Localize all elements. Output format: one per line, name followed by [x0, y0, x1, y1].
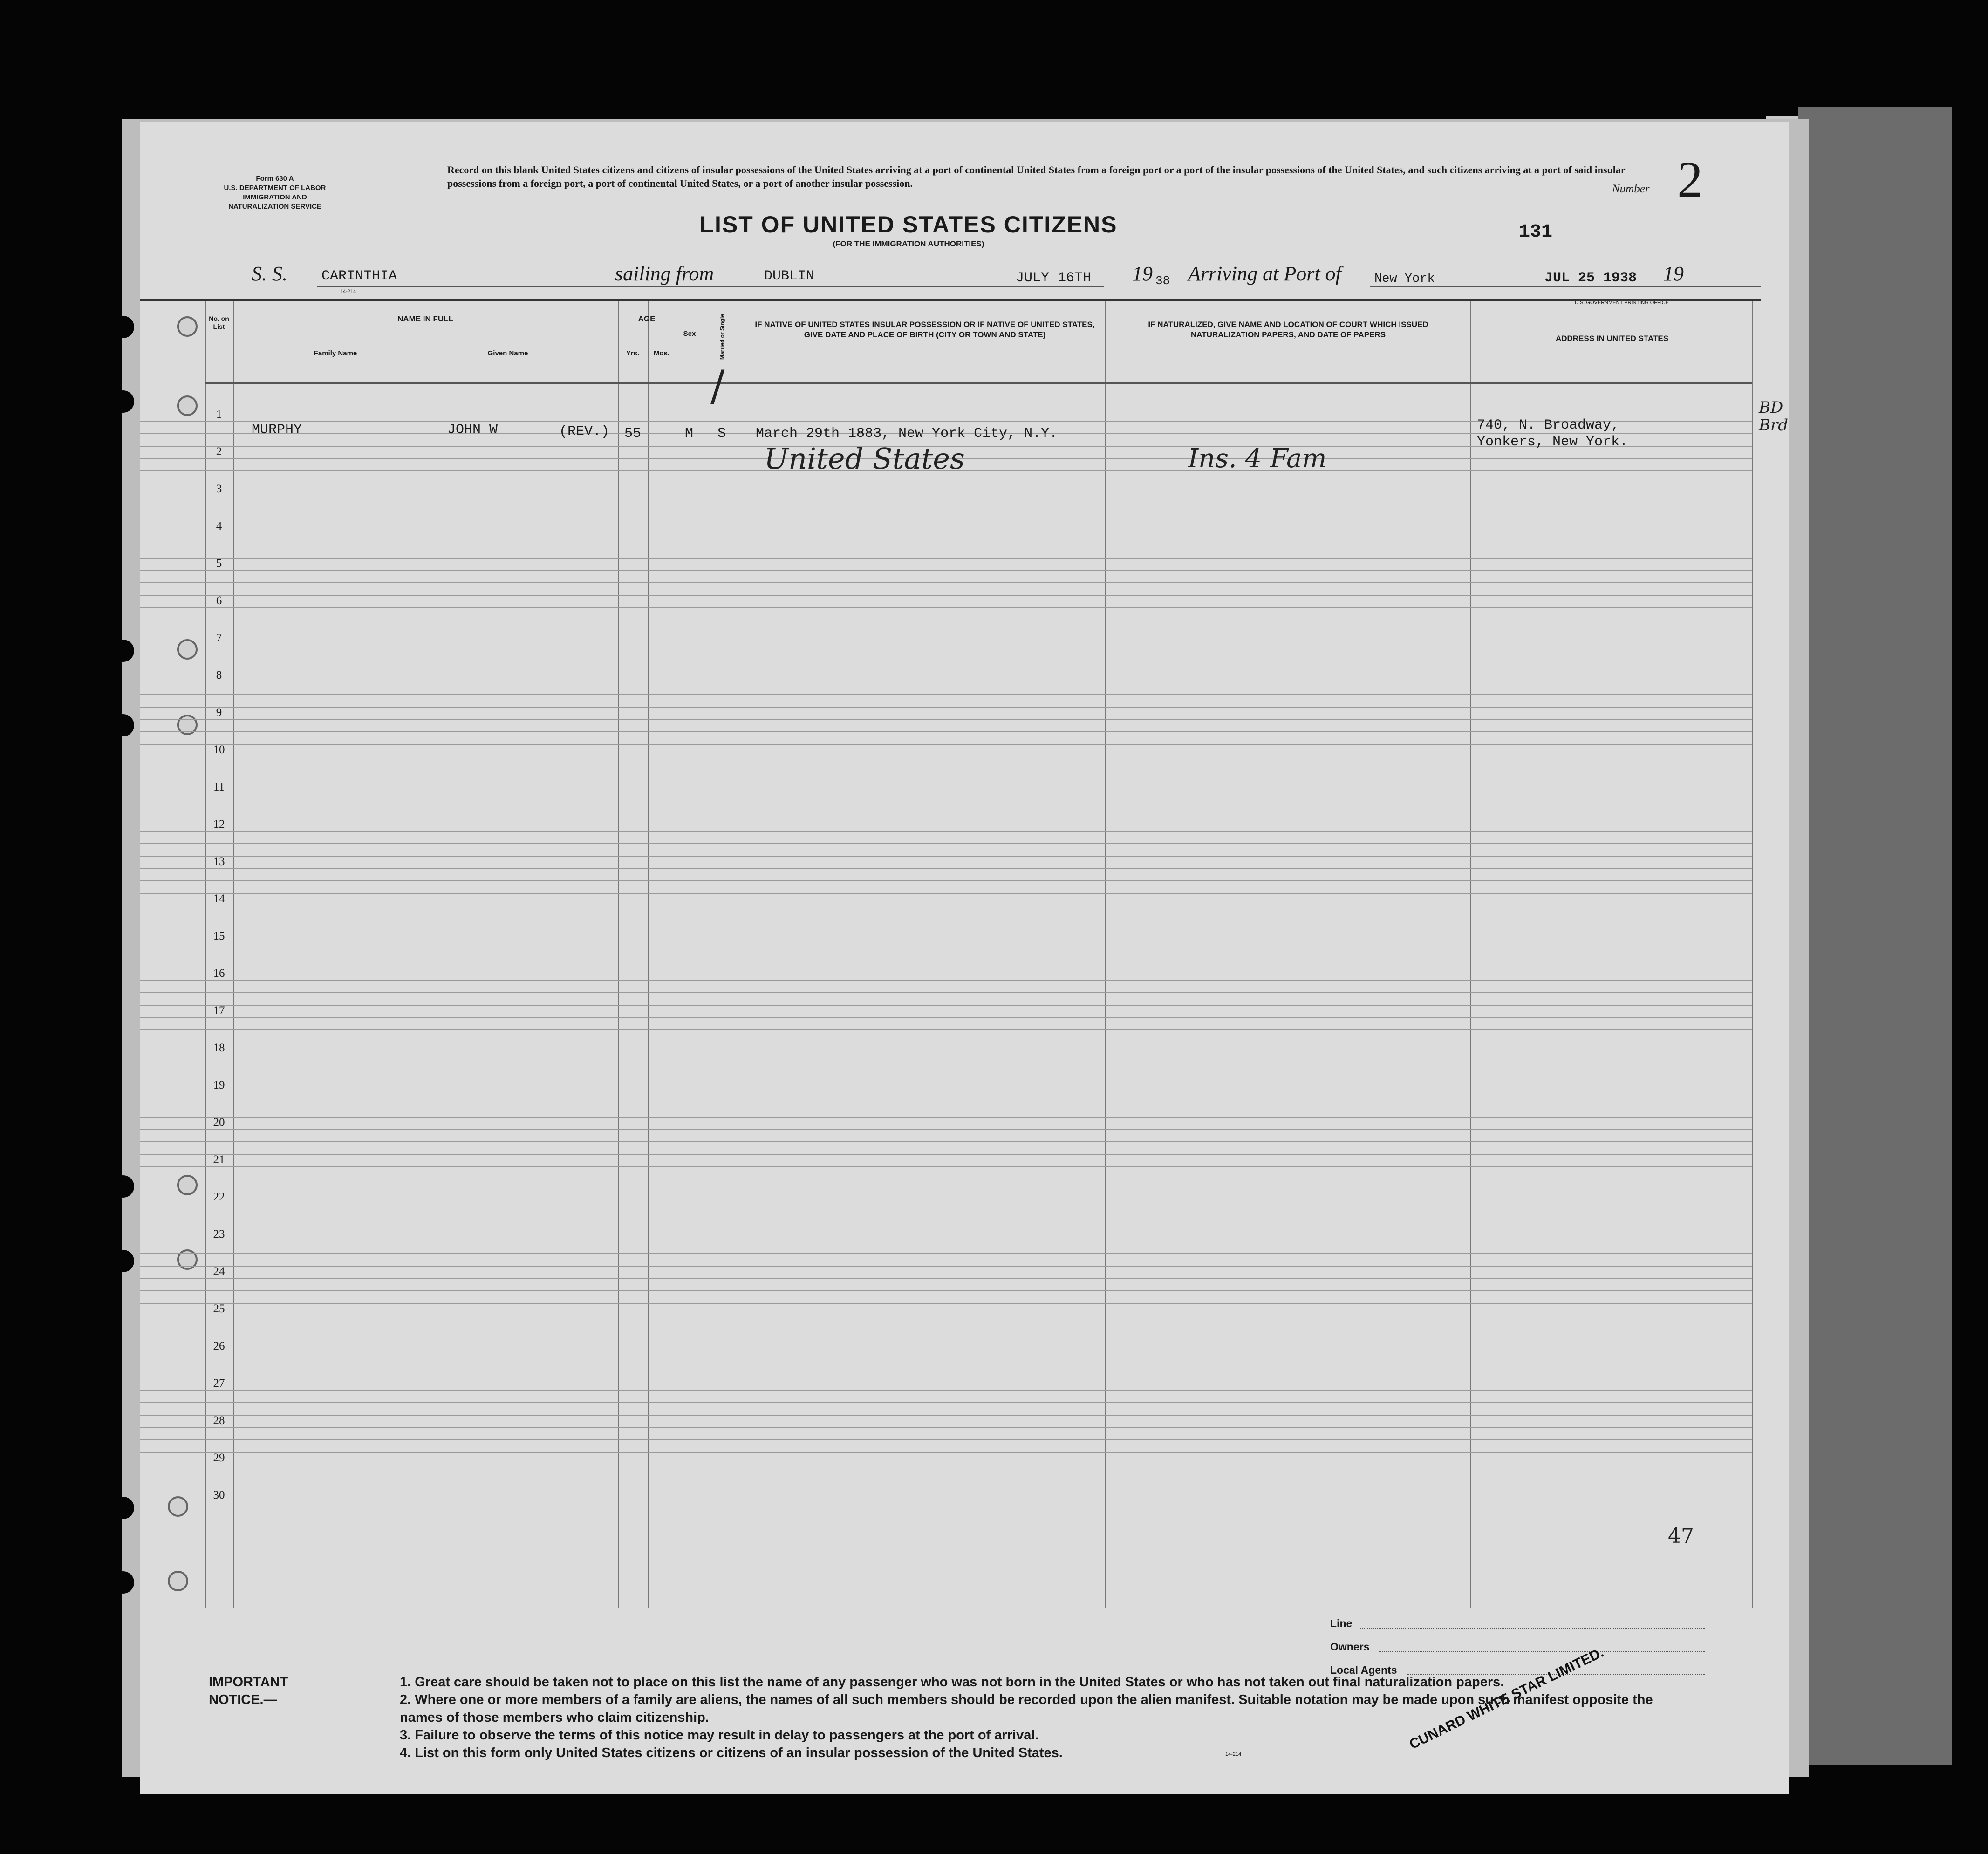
row-number: 22	[213, 1191, 225, 1203]
col-divider	[233, 301, 234, 1608]
row-number: 14	[213, 893, 225, 905]
rule-line	[140, 1253, 1752, 1254]
agent-stamp: CUNARD WHITE STAR LIMITED.	[1407, 1644, 1606, 1752]
notice-item: 3. Failure to observe the terms of this notice may result in delay to passengers at the port of arrival.	[400, 1728, 1039, 1743]
col-header-yrs: Yrs.	[626, 349, 640, 357]
margin-note: BD Brd	[1759, 398, 1789, 435]
arrival-stamp: JUL 25 1938	[1544, 270, 1637, 286]
page-subtitle: (FOR THE IMMIGRATION AUTHORITIES)	[833, 239, 984, 248]
line-dots	[1360, 1628, 1705, 1629]
rule-line	[140, 1427, 1752, 1428]
married-cell: S	[717, 426, 726, 442]
form-id-line: U.S. DEPARTMENT OF LABOR	[224, 184, 326, 192]
row-number: 25	[213, 1302, 225, 1315]
printing-office: U.S. GOVERNMENT PRINTING OFFICE	[1575, 300, 1669, 306]
col-header-naturalized: IF NATURALIZED, GIVE NAME AND LOCATION OF COURT WHICH ISSUED NATURALIZATION PAPERS, AND DATE OF PAPERS	[1148, 320, 1428, 339]
rule-line	[140, 1029, 1752, 1030]
arriving-label: Arriving at Port of	[1188, 262, 1341, 285]
row-number: 15	[213, 930, 225, 942]
row-number: 9	[216, 706, 222, 719]
rule-line	[140, 694, 1752, 695]
col-divider	[1752, 301, 1753, 1608]
col-header-birth: IF NATIVE OF UNITED STATES INSULAR POSSESSION OR IF NATIVE OF UNITED STATES, GIVE DATE AND PLACE OF BIRTH (CITY OR TOWN AND STATE)	[755, 320, 1095, 339]
rule-line	[140, 570, 1752, 571]
col-header-given: Given Name	[487, 349, 528, 357]
address-line-1: 740, N. Broadway,	[1477, 417, 1620, 433]
binder-hole	[112, 316, 134, 338]
notice-item: 1. Great care should be taken not to place on this list the name of any passenger who was not born in the United States or who has not taken out final naturalization papers.	[400, 1675, 1504, 1690]
rule-line	[140, 1303, 1752, 1304]
sailing-label: sailing from	[615, 262, 714, 285]
col-header-age: AGE	[638, 314, 656, 323]
rule-line	[140, 1005, 1752, 1006]
rule-line	[140, 607, 1752, 608]
number-label: Number	[1612, 183, 1650, 195]
binder-hole	[112, 1250, 134, 1272]
row-number: 19	[213, 1079, 225, 1091]
rule-line	[140, 831, 1752, 832]
rule-line	[140, 1278, 1752, 1279]
handwritten-naturalized: Ins. 4 Fam	[1188, 443, 1327, 474]
col-header-family: Family Name	[314, 349, 357, 357]
rule-line	[140, 1415, 1752, 1416]
col-divider	[648, 301, 649, 1608]
row-number: 2	[216, 445, 222, 458]
rule-line	[140, 856, 1752, 857]
birth-cell: March 29th 1883, New York City, N.Y.	[756, 426, 1058, 442]
record-instructions: Record on this blank United States citizens and citizens of insular possessions of the United States arriving at a port of continental United States from a foreign port or a port of the insular possessions of the United States, and such citizens arriving at a port of said insular possessions from a foreign port, a port of continental United States, or a port of another insular possession.	[447, 164, 1626, 189]
rule-line	[140, 1402, 1752, 1403]
notice-item: 2. Where one or more members of a family are aliens, the names of all such members should be recorded upon the alien manifest. Suitable notation may be made upon such manifest opposite the names of those members who claim citizenship.	[400, 1692, 1653, 1725]
page-title: LIST OF UNITED STATES CITIZENS	[699, 211, 1118, 238]
row-number: 17	[213, 1004, 225, 1017]
row-number: 13	[213, 855, 225, 868]
rule-line	[140, 731, 1752, 732]
port-from-underline	[745, 286, 1016, 287]
notice-items	[400, 1673, 1658, 1762]
age-cell: 55	[624, 426, 642, 442]
row-number: 16	[213, 967, 225, 980]
year-suffix: 38	[1155, 274, 1170, 288]
form-id-line: IMMIGRATION AND	[243, 193, 307, 201]
family-name-cell: MURPHY	[252, 422, 302, 438]
col-header-name: NAME IN FULL	[397, 314, 453, 323]
ss-label: S. S.	[252, 262, 287, 285]
rule-line	[140, 843, 1752, 844]
owners-label: Owners	[1330, 1641, 1370, 1653]
year-prefix-2: 19	[1663, 262, 1684, 285]
row-number: 10	[213, 743, 225, 756]
year-underline	[1687, 286, 1761, 287]
serial-number: 131	[1519, 222, 1553, 243]
binder-hole	[112, 714, 134, 736]
rule-line	[140, 1266, 1752, 1267]
col-divider	[1470, 301, 1471, 1608]
form-id-line: NATURALIZATION SERVICE	[228, 203, 321, 211]
given-name-cell: JOHN W	[447, 422, 498, 438]
row-number: 1	[216, 408, 222, 421]
date-underline	[1011, 286, 1104, 287]
rule-line	[140, 992, 1752, 993]
row-number: 27	[213, 1377, 225, 1390]
row-number: 6	[216, 594, 222, 607]
rule-line	[140, 595, 1752, 596]
page-count: 47	[1668, 1524, 1694, 1548]
rule-line	[140, 893, 1752, 894]
row-number: 3	[216, 483, 222, 495]
form-identifier	[191, 174, 359, 211]
rule-line	[140, 558, 1752, 559]
rule-line	[140, 1166, 1752, 1167]
rule-line	[140, 1439, 1752, 1440]
rule-line	[140, 1290, 1752, 1291]
row-number: 30	[213, 1489, 225, 1501]
col-header-married: Married or Single	[719, 314, 725, 360]
binder-hole	[112, 1497, 134, 1519]
sheet-number: 2	[1677, 151, 1703, 208]
sailing-date: JULY 16TH	[1016, 270, 1092, 286]
address-line-2: Yonkers, New York.	[1477, 434, 1628, 450]
rule-line	[140, 868, 1752, 869]
manifest-table	[140, 299, 1789, 1608]
rule-line	[140, 1129, 1752, 1130]
notice-item: 4. List on this form only United States citizens or citizens of an insular possession of the United States.	[400, 1745, 1063, 1760]
row-number: 4	[216, 520, 222, 532]
notice-lead: IMPORTANT NOTICE.—	[209, 1675, 288, 1707]
rule-line	[140, 1141, 1752, 1142]
row-number: 8	[216, 669, 222, 682]
rule-line	[140, 744, 1752, 745]
port-to: New York	[1374, 272, 1435, 286]
owners-dots	[1379, 1651, 1705, 1652]
footer-form-code: 14-214	[1225, 1752, 1242, 1757]
col-header-sex: Sex	[683, 330, 696, 338]
sex-cell: M	[685, 426, 694, 442]
port-to-underline	[1370, 286, 1696, 287]
row-number: 20	[213, 1116, 225, 1129]
rule-line	[140, 1154, 1752, 1155]
rule-line	[140, 980, 1752, 981]
binder-hole	[112, 640, 134, 662]
ship-underline	[317, 286, 745, 287]
form-code: 14-214	[340, 289, 356, 294]
handwritten-birth: United States	[764, 442, 965, 476]
rule-line	[140, 1017, 1752, 1018]
row-number: 24	[213, 1265, 225, 1278]
title-cell: (REV.)	[559, 424, 610, 440]
binder-hole	[112, 1571, 134, 1594]
year-prefix: 19	[1132, 262, 1153, 285]
row-number: 23	[213, 1228, 225, 1241]
rule-line	[140, 582, 1752, 583]
port-from: DUBLIN	[764, 268, 815, 284]
row-number: 5	[216, 557, 222, 570]
col-divider	[205, 301, 206, 1608]
line-label: Line	[1330, 1617, 1353, 1629]
rule-line	[140, 1452, 1752, 1453]
check-mark: /	[710, 361, 725, 410]
rule-line	[140, 719, 1752, 720]
rule-line	[140, 1117, 1752, 1118]
row-number: 21	[213, 1153, 225, 1166]
col-divider	[1105, 301, 1106, 1608]
row-number: 29	[213, 1452, 225, 1464]
row-number: 18	[213, 1042, 225, 1054]
row-number: 11	[213, 781, 225, 793]
local-agents-label: Local Agents	[1330, 1664, 1397, 1676]
rule-line	[140, 880, 1752, 881]
row-number: 7	[216, 632, 222, 644]
page-stack-edge	[1798, 107, 1952, 1765]
binder-hole	[112, 1175, 134, 1198]
form-id-line: Form 630 A	[256, 175, 294, 183]
col-divider	[618, 301, 619, 1608]
binder-hole	[112, 390, 134, 413]
col-header-address: ADDRESS IN UNITED STATES	[1555, 334, 1669, 343]
manifest-sheet	[140, 122, 1789, 1794]
ship-name: CARINTHIA	[321, 268, 397, 284]
header-divider	[205, 382, 1752, 384]
row-number: 26	[213, 1340, 225, 1352]
col-header-mos: Mos.	[653, 349, 670, 357]
row-number: 28	[213, 1414, 225, 1427]
col-header-no: No. on List	[209, 315, 229, 330]
row-number: 12	[213, 818, 225, 831]
rule-line	[140, 707, 1752, 708]
